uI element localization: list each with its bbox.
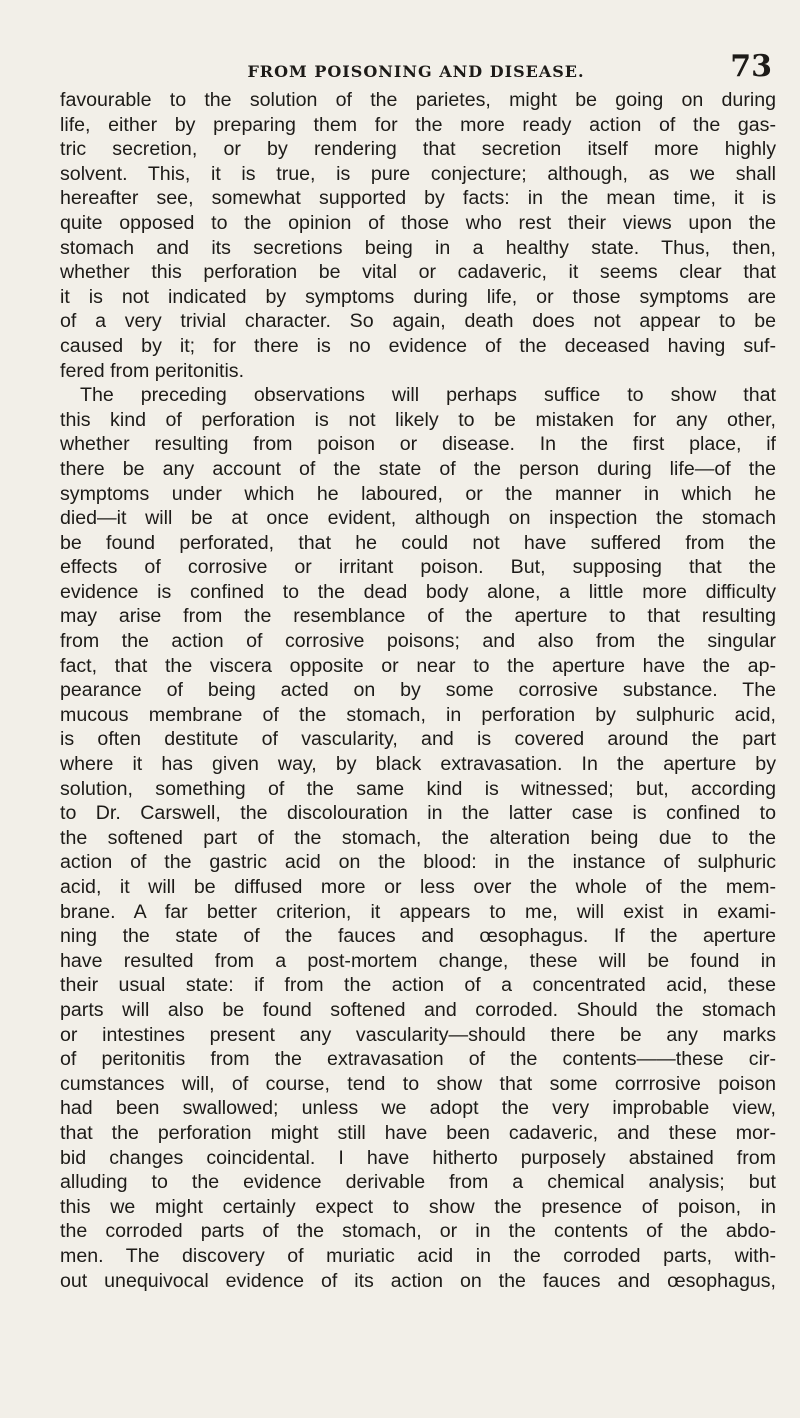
- text-line: quite opposed to the opinion of those who rest their views upon the: [60, 211, 776, 234]
- text-line: their usual state: if from the action of a concentrated acid, these: [60, 974, 776, 997]
- text-line: or intestines present any vascularity—should there be any marks: [60, 1023, 776, 1046]
- text-line: fact, that the viscera opposite or near to the aperture have the ap-: [60, 654, 776, 677]
- text-line: out unequivocal evidence of its action on the fauces and œsophagus,: [60, 1269, 776, 1292]
- text-line: acid, it will be diffused more or less over the whole of the mem-: [60, 876, 776, 898]
- text-line: tric secretion, or by rendering that secretion itself more highly: [60, 138, 776, 161]
- paragraph-end-line: fered from peritonitis.: [60, 359, 245, 382]
- text-line: died—it will be at once evident, although on inspection the stomach: [60, 507, 776, 530]
- text-line: alluding to the evidence derivable from a chemical analysis; but: [60, 1171, 776, 1194]
- text-line: have resulted from a post-mortem change, these will be found in: [60, 949, 776, 972]
- text-line: the corroded parts of the stomach, or in the contents of the abdo-: [60, 1220, 776, 1243]
- text-line: evidence is confined to the dead body alone, a little more difficulty: [60, 580, 776, 603]
- text-line: may arise from the resemblance of the aperture to that resulting: [60, 605, 776, 628]
- text-line: mucous membrane of the stomach, in perforation by sulphuric acid,: [60, 703, 776, 726]
- text-line: of a very trivial character. So again, death does not appear to be: [60, 310, 776, 333]
- text-line: this we might certainly expect to show the presence of poison, in: [60, 1195, 776, 1218]
- body-text: [60, 88, 776, 1293]
- text-line: whether this perforation be vital or cadaveric, it seems clear that: [60, 261, 776, 284]
- text-line: this kind of perforation is not likely to be mistaken for any other,: [60, 408, 776, 431]
- text-line: life, either by preparing them for the more ready action of the gas-: [60, 113, 776, 136]
- running-head: [60, 48, 772, 88]
- text-line: to Dr. Carswell, the discolouration in the latter case is confined to: [60, 802, 776, 825]
- text-line: parts will also be found softened and corroded. Should the stomach: [60, 998, 776, 1021]
- text-line: caused by it; for there is no evidence of the deceased having suf-: [60, 334, 776, 357]
- text-line: it is not indicated by symptoms during life, or those symptoms are: [60, 285, 776, 308]
- text-line: be found perforated, that he could not have suffered from the: [60, 531, 776, 554]
- text-line: is often destitute of vascularity, and is covered around the part: [60, 728, 776, 751]
- text-line: bid changes coincidental. I have hitherto purposely abstained from: [60, 1146, 776, 1169]
- text-line: solution, something of the same kind is witnessed; but, according: [60, 777, 776, 800]
- text-line: ning the state of the fauces and œsophagus. If the aperture: [60, 925, 776, 948]
- text-line: favourable to the solution of the parietes, might be going on during: [60, 89, 776, 111]
- text-line: cumstances will, of course, tend to show that some corrrosive poison: [60, 1072, 776, 1095]
- page-number: 73: [730, 49, 772, 84]
- text-line: had been swallowed; unless we adopt the very improbable view,: [60, 1097, 776, 1120]
- paragraph-start-line: The preceding observations will perhaps suffice to show that: [80, 384, 776, 407]
- text-line: there be any account of the state of the person during life—of the: [60, 457, 776, 480]
- text-line: solvent. This, it is true, is pure conjecture; although, as we shall: [60, 162, 776, 185]
- text-line: hereafter see, somewhat supported by facts: in the mean time, it is: [60, 187, 776, 210]
- text-line: of peritonitis from the extravasation of the contents——these cir-: [60, 1048, 776, 1071]
- running-title: FROM POISONING AND DISEASE.: [247, 62, 585, 81]
- text-line: brane. A far better criterion, it appears to me, will exist in exami-: [60, 900, 776, 923]
- text-line: pearance of being acted on by some corrosive substance. The: [60, 679, 776, 702]
- text-line: from the action of corrosive poisons; and also from the singular: [60, 630, 776, 653]
- text-line: the softened part of the stomach, the alteration being due to the: [60, 826, 776, 849]
- text-line: stomach and its secretions being in a healthy state. Thus, then,: [60, 236, 776, 259]
- text-line: men. The discovery of muriatic acid in the corroded parts, with-: [60, 1244, 776, 1267]
- text-line: action of the gastric acid on the blood: in the instance of sulphuric: [60, 851, 776, 874]
- text-line: that the perforation might still have been cadaveric, and these mor-: [60, 1121, 776, 1144]
- text-line: where it has given way, by black extravasation. In the aperture by: [60, 753, 776, 776]
- text-line: symptoms under which he laboured, or the manner in which he: [60, 482, 776, 505]
- text-line: effects of corrosive or irritant poison. But, supposing that the: [60, 556, 776, 579]
- text-line: whether resulting from poison or disease. In the first place, if: [60, 433, 776, 456]
